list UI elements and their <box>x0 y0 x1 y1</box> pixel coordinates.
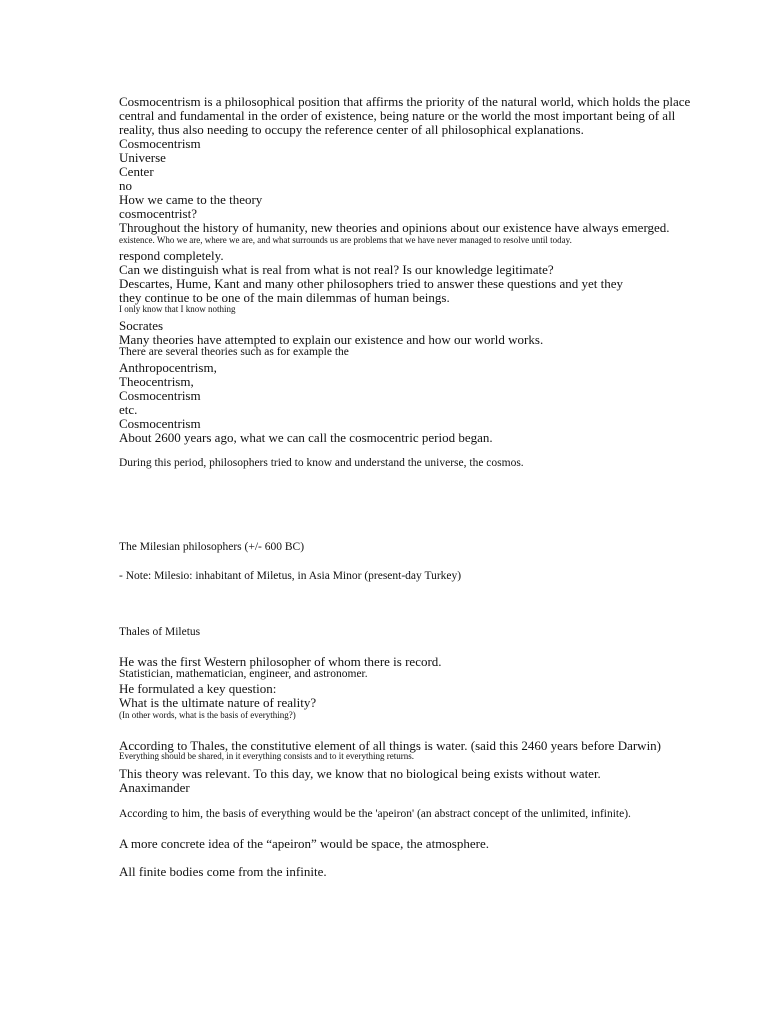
intro-line-3: reality, thus also needing to occupy the reference center of all philosophical explanations. <box>119 122 584 137</box>
cosmos-line: During this period, philosophers tried to know and understand the universe, the cosmos. <box>119 457 524 469</box>
theory-cosmocentrism: Cosmocentrism <box>119 388 201 403</box>
shared-note: Everything should be shared, in it everything consists and to it everything returns. <box>119 751 414 761</box>
history-line: Throughout the history of humanity, new theories and opinions about our existence have always emerged. <box>119 220 670 235</box>
keyword-cosmocentrism: Cosmocentrism <box>119 136 201 151</box>
real-question-line: Can we distinguish what is real from what is not real? Is our knowledge legitimate? <box>119 262 554 277</box>
keyword-universe: Universe <box>119 150 166 165</box>
theory-theocentrism: Theocentrism, <box>119 374 194 389</box>
keyword-center: Center <box>119 164 154 179</box>
respond-line: respond completely. <box>119 248 224 263</box>
apeiron-concrete: A more concrete idea of the “apeiron” would be space, the atmosphere. <box>119 836 489 851</box>
thales-question: What is the ultimate nature of reality? <box>119 695 317 710</box>
thales-line-2: Statistician, mathematician, engineer, and astronomer. <box>119 668 368 680</box>
thales-question-note: (In other words, what is the basis of everything?) <box>119 710 296 720</box>
question-line-1: How we came to the theory <box>119 192 263 207</box>
anaximander-heading: Anaximander <box>119 780 190 795</box>
socrates-name: Socrates <box>119 318 164 333</box>
apeiron-definition: According to him, the basis of everything would be the 'apeiron' (an abstract concept of the unlimited, infinite). <box>119 808 631 820</box>
relevance-line: This theory was relevant. To this day, we know that no biological being exists without water. <box>119 766 601 781</box>
question-line-2: cosmocentrist? <box>119 206 197 221</box>
thales-heading: Thales of Miletus <box>119 626 201 638</box>
keyword-no: no <box>119 178 132 193</box>
intro-line-1: Cosmocentrism is a philosophical position that affirms the priority of the natural world, which holds the place <box>119 94 691 109</box>
water-line: According to Thales, the constitutive element of all things is water. (said this 2460 years before Darwin) <box>119 738 662 753</box>
socrates-quote: I only know that I know nothing <box>119 304 236 314</box>
theory-etc: etc. <box>119 402 138 417</box>
theories-example-line: There are several theories such as for example the <box>119 346 349 358</box>
milesian-heading: The Milesian philosophers (+/- 600 BC) <box>119 541 305 553</box>
thales-line-1: He was the first Western philosopher of whom there is record. <box>119 654 442 669</box>
theories-line: Many theories have attempted to explain our existence and how our world works. <box>119 332 544 347</box>
section-heading-cosmocentrism: Cosmocentrism <box>119 416 201 431</box>
intro-line-2: central and fundamental in the order of existence, being nature or the world the most important being of all <box>119 108 676 123</box>
philosophers-line-2: they continue to be one of the main dilemmas of human beings. <box>119 290 450 305</box>
thales-line-3: He formulated a key question: <box>119 681 277 696</box>
existence-note: existence. Who we are, where we are, and what surrounds us are problems that we have never managed to resolve until today. <box>119 235 572 245</box>
finite-bodies-line: All finite bodies come from the infinite. <box>119 864 327 879</box>
milesio-note: - Note: Milesio: inhabitant of Miletus, in Asia Minor (present-day Turkey) <box>119 570 462 582</box>
period-line: About 2600 years ago, what we can call the cosmocentric period began. <box>119 430 493 445</box>
philosophers-line-1: Descartes, Hume, Kant and many other philosophers tried to answer these questions and yet they <box>119 276 623 291</box>
theory-anthropocentrism: Anthropocentrism, <box>119 360 217 375</box>
